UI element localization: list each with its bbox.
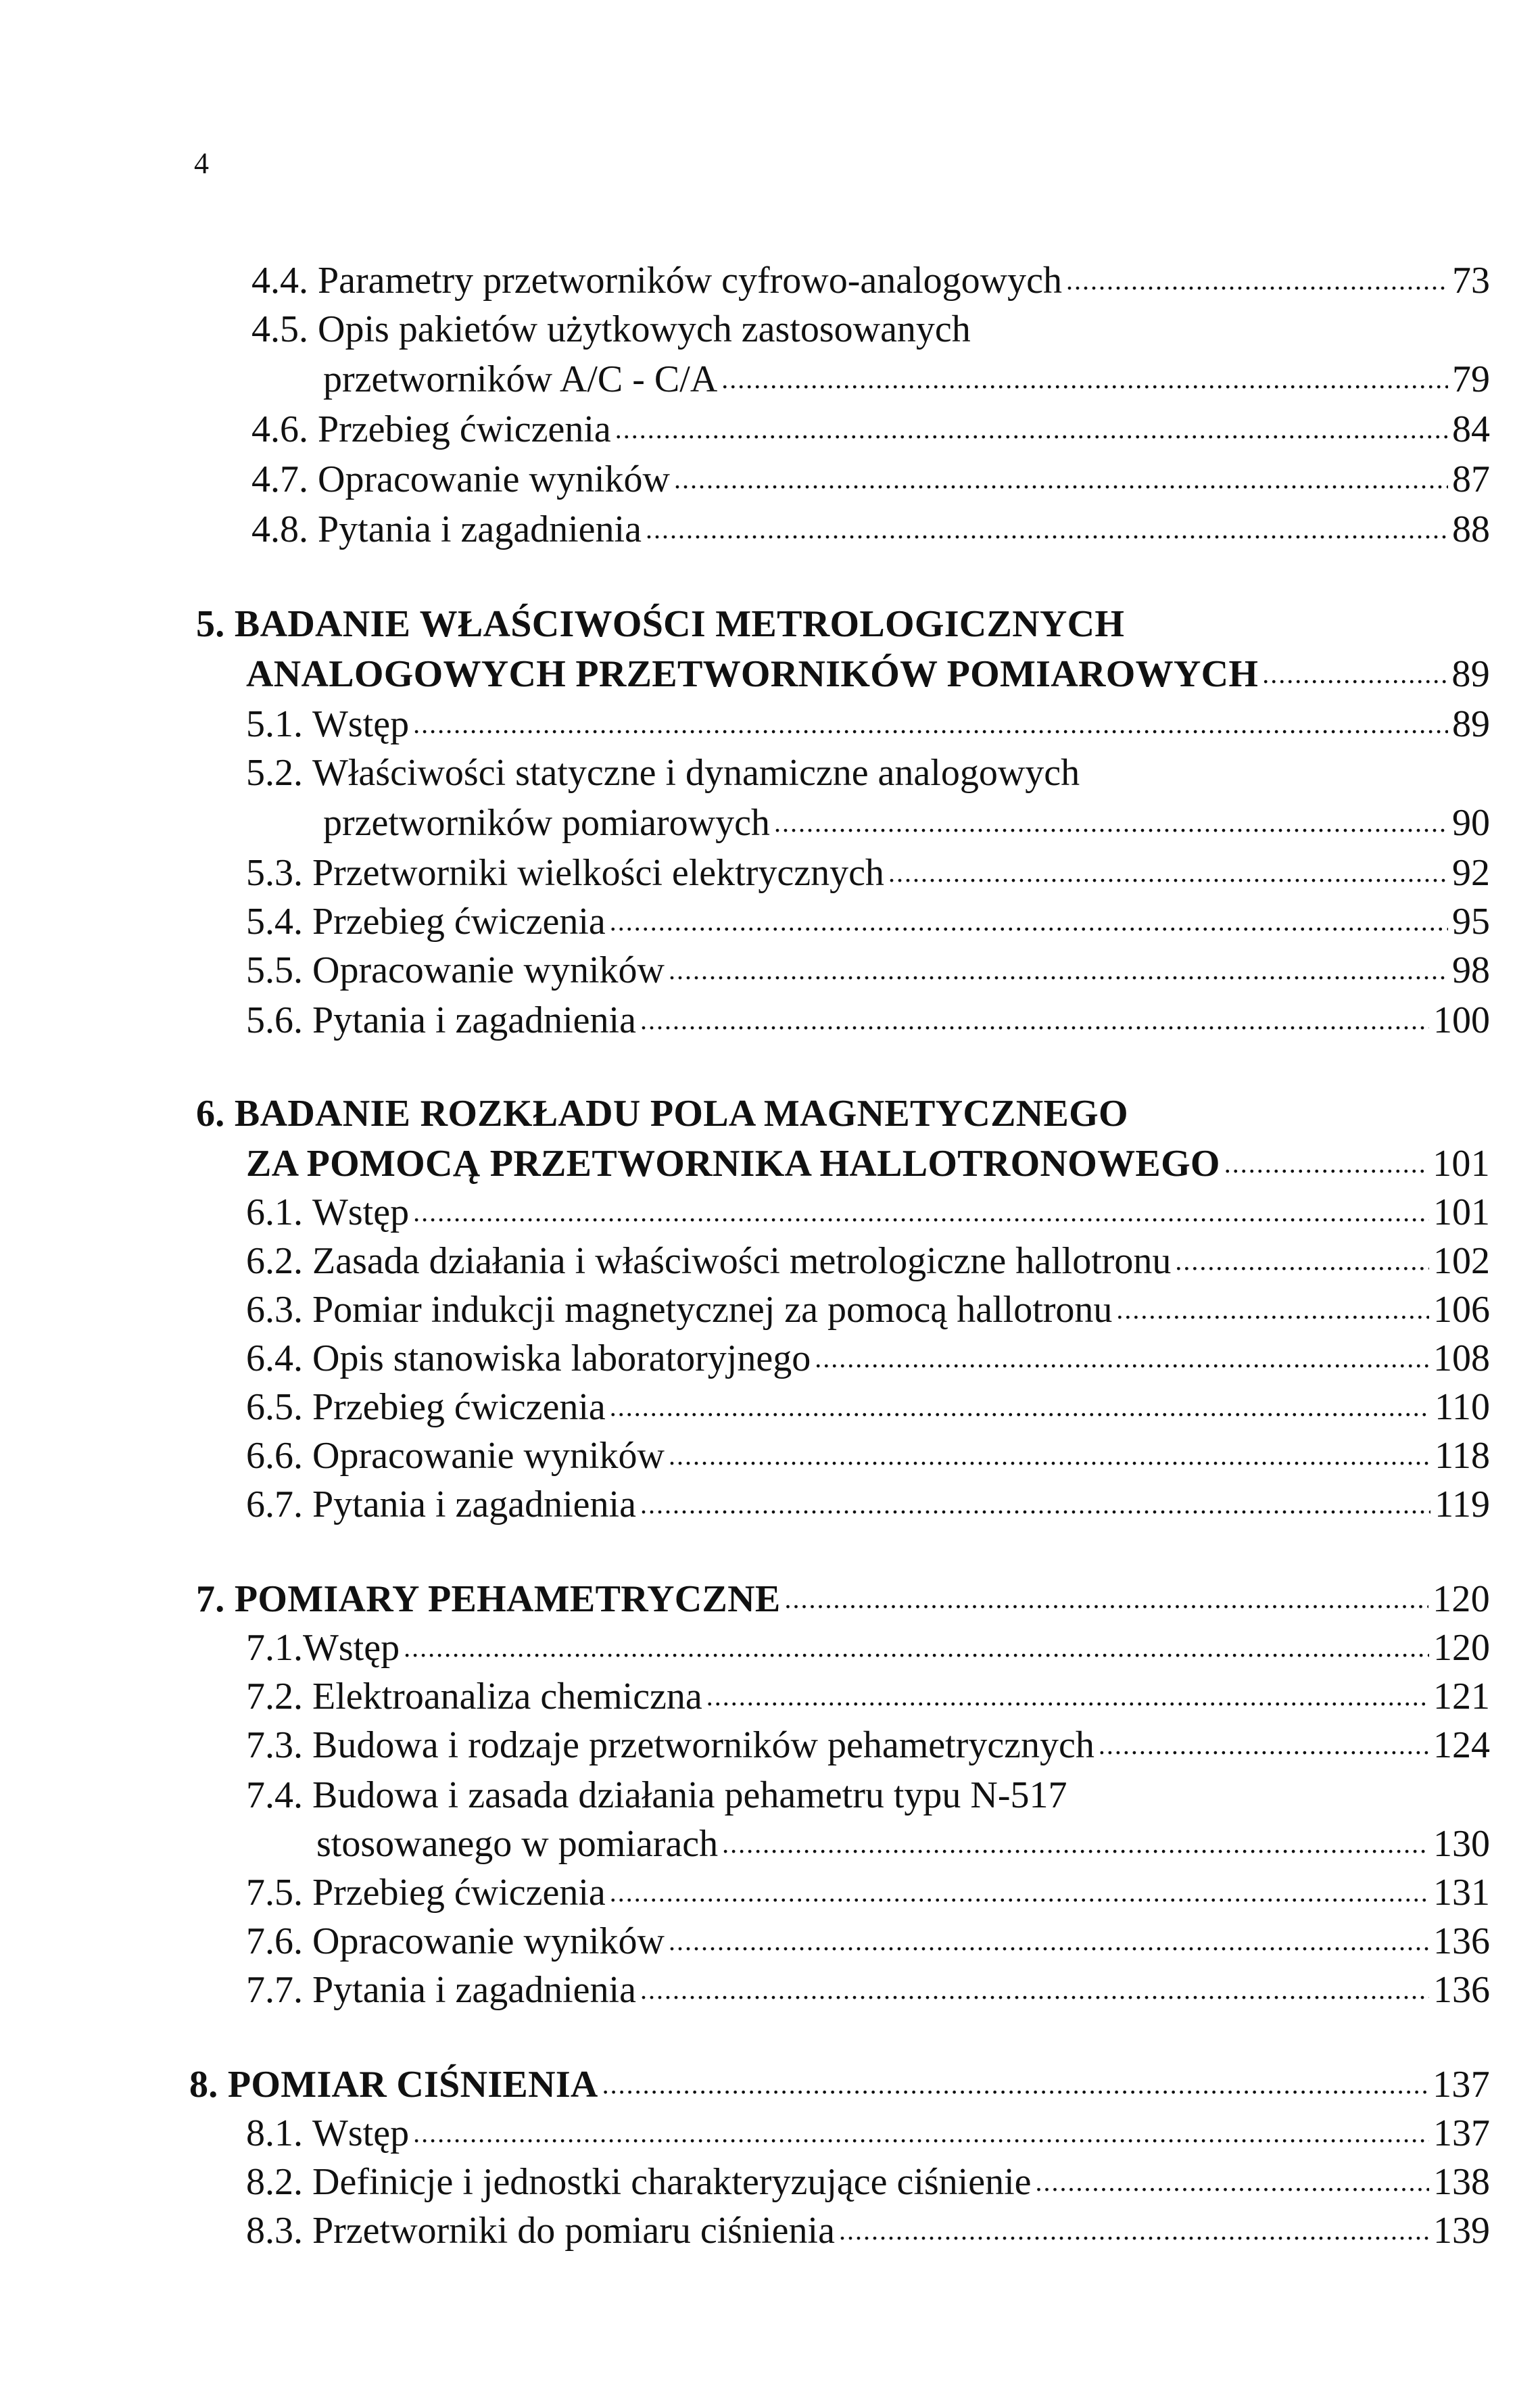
entry-page: 120 <box>1433 1578 1490 1620</box>
entry-number: 4.6. <box>251 408 308 450</box>
entry-title: przetworników A/C - C/A <box>323 358 718 400</box>
entry-page: 136 <box>1433 1969 1490 2011</box>
dot-leader <box>1036 2158 1429 2206</box>
entry-number: 5.3. <box>246 852 303 894</box>
toc-entry-8-2 <box>246 2158 1490 2206</box>
entry-title: Zasada działania i właściwości metrologiczne hallotronu <box>312 1240 1172 1282</box>
chapter-title: POMIARY PEHAMETRYCZNE <box>234 1578 781 1620</box>
toc-entry-7-2 <box>246 1673 1490 1720</box>
toc-entry-7-4 <box>246 1772 1490 1819</box>
entry-number: 7.1. <box>246 1627 303 1669</box>
dot-leader <box>404 1624 1429 1671</box>
chapter-title: ZA POMOCĄ PRZETWORNIKA HALLOTRONOWEGO <box>246 1143 1220 1185</box>
dot-leader <box>1262 650 1447 698</box>
dot-leader <box>888 849 1448 897</box>
entry-title: Opracowanie wyników <box>312 1435 665 1477</box>
entry-number: 8.2. <box>246 2161 303 2203</box>
entry-page: 131 <box>1433 1872 1490 1914</box>
dot-leader <box>615 406 1448 453</box>
entry-title: Opracowanie wyników <box>318 458 670 500</box>
entry-title: Definicje i jednostki charakteryzujące ciśnienie <box>312 2161 1032 2203</box>
dot-leader <box>706 1673 1429 1720</box>
entry-title: Przetworniki wielkości elektrycznych <box>312 852 884 894</box>
dot-leader <box>774 799 1448 847</box>
entry-number: 6.5. <box>246 1386 303 1428</box>
entry-number: 5.6. <box>246 999 303 1041</box>
dot-leader <box>1116 1286 1429 1333</box>
toc-entry-4-7 <box>251 456 1490 503</box>
entry-page: 98 <box>1452 949 1490 991</box>
entry-number: 7.2. <box>246 1676 303 1717</box>
dot-leader <box>669 1918 1429 1965</box>
toc-chapter-5-cont <box>246 650 1490 698</box>
entry-number: 5.2. <box>246 752 303 794</box>
entry-page: 88 <box>1452 508 1490 550</box>
entry-page: 84 <box>1452 408 1490 450</box>
chapter-number: 8. <box>189 2064 218 2106</box>
toc-entry-7-5 <box>246 1869 1490 1916</box>
dot-leader <box>839 2207 1429 2254</box>
toc-entry-7-3 <box>246 1722 1490 1769</box>
entry-title: Pomiar indukcji magnetycznej za pomocą hallotronu <box>312 1289 1113 1331</box>
entry-number: 6.2. <box>246 1240 303 1282</box>
entry-page: 73 <box>1452 260 1490 302</box>
entry-title: Właściwości statyczne i dynamiczne analogowych <box>312 752 1080 794</box>
dot-leader <box>1224 1140 1428 1187</box>
entry-page: 79 <box>1452 358 1490 400</box>
entry-number: 6.6. <box>246 1435 303 1477</box>
entry-title: Opis pakietów użytkowych zastosowanych <box>318 308 971 350</box>
entry-number: 6.7. <box>246 1484 303 1525</box>
dot-leader <box>669 947 1448 994</box>
toc-entry-5-5 <box>246 947 1490 994</box>
dot-leader <box>674 456 1448 503</box>
toc-entry-6-7 <box>246 1481 1490 1528</box>
entry-page: 136 <box>1433 1920 1490 1962</box>
entry-page: 92 <box>1452 852 1490 894</box>
entry-page: 110 <box>1435 1386 1490 1428</box>
entry-page: 130 <box>1433 1823 1490 1865</box>
toc-entry-8-3 <box>246 2207 1490 2254</box>
toc-entry-5-6 <box>246 997 1490 1044</box>
toc-chapter-5 <box>196 600 1490 648</box>
toc-chapter-7 <box>196 1575 1490 1623</box>
entry-title: Pytania i zagadnienia <box>312 999 636 1041</box>
entry-page: 137 <box>1433 2064 1490 2106</box>
entry-title: Budowa i zasada działania pehametru typu N-517 <box>312 1774 1067 1816</box>
dot-leader <box>610 1383 1430 1431</box>
toc-entry-5-1 <box>246 701 1490 748</box>
entry-page: 121 <box>1433 1676 1490 1717</box>
entry-number: 4.8. <box>251 508 308 550</box>
entry-page: 118 <box>1435 1435 1490 1477</box>
toc-entry-6-3 <box>246 1286 1490 1333</box>
entry-title: Opracowanie wyników <box>312 949 665 991</box>
entry-number: 4.5. <box>251 308 308 350</box>
entry-page: 120 <box>1433 1627 1490 1669</box>
entry-page: 95 <box>1452 901 1490 943</box>
entry-title: Pytania i zagadnienia <box>312 1484 636 1525</box>
entry-title: Wstęp <box>312 2112 410 2154</box>
entry-number: 4.4. <box>251 260 308 302</box>
toc-entry-4-4 <box>251 257 1490 304</box>
toc-entry-6-2 <box>246 1237 1490 1285</box>
entry-number: 7.4. <box>246 1774 303 1816</box>
chapter-number: 7. <box>196 1578 225 1620</box>
dot-leader <box>1175 1237 1429 1285</box>
dot-leader <box>640 1481 1430 1528</box>
chapter-title: BADANIE ROZKŁADU POLA MAGNETYCZNEGO <box>234 1093 1128 1135</box>
dot-leader <box>413 2110 1429 2157</box>
entry-number: 8.3. <box>246 2210 303 2252</box>
chapter-number: 5. <box>196 603 225 645</box>
entry-page: 89 <box>1452 703 1490 745</box>
dot-leader <box>1099 1722 1429 1769</box>
toc-entry-5-2 <box>246 749 1490 797</box>
toc-chapter-8 <box>189 2061 1490 2108</box>
entry-title: przetworników pomiarowych <box>323 802 770 844</box>
dot-leader <box>640 1966 1429 2014</box>
toc-entry-7-1 <box>246 1624 1490 1671</box>
dot-leader <box>722 1820 1429 1868</box>
entry-title: Przebieg ćwiczenia <box>318 408 611 450</box>
entry-number: 8.1. <box>246 2112 303 2154</box>
dot-leader <box>669 1432 1430 1479</box>
entry-number: 7.5. <box>246 1872 303 1914</box>
entry-number: 4.7. <box>251 458 308 500</box>
dot-leader <box>610 898 1448 945</box>
toc-entry-7-6 <box>246 1918 1490 1965</box>
toc-entry-6-1 <box>246 1189 1490 1236</box>
entry-title: Elektroanaliza chemiczna <box>312 1676 702 1717</box>
toc-entry-7-4-cont <box>316 1820 1490 1868</box>
chapter-title: POMIAR CIŚNIENIA <box>227 2064 598 2106</box>
entry-number: 5.4. <box>246 901 303 943</box>
entry-page: 119 <box>1435 1484 1490 1525</box>
toc-entry-5-4 <box>246 898 1490 945</box>
dot-leader <box>602 2061 1428 2108</box>
entry-title: stosowanego w pomiarach <box>316 1823 719 1865</box>
entry-page: 137 <box>1433 2112 1490 2154</box>
entry-number: 6.1. <box>246 1191 303 1233</box>
dot-leader <box>815 1335 1429 1382</box>
entry-title: Przebieg ćwiczenia <box>312 1386 606 1428</box>
entry-title: Budowa i rodzaje przetworników pehametrycznych <box>312 1724 1094 1766</box>
chapter-title: BADANIE WŁAŚCIWOŚCI METROLOGICZNYCH <box>234 603 1125 645</box>
entry-page: 124 <box>1433 1724 1490 1766</box>
toc-entry-7-7 <box>246 1966 1490 2014</box>
toc-entry-6-5 <box>246 1383 1490 1431</box>
dot-leader <box>785 1575 1429 1623</box>
toc-entry-4-5-cont <box>323 356 1490 403</box>
entry-number: 5.5. <box>246 949 303 991</box>
entry-page: 87 <box>1452 458 1490 500</box>
entry-page: 138 <box>1433 2161 1490 2203</box>
dot-leader <box>413 1189 1429 1236</box>
chapter-number: 6. <box>196 1093 225 1135</box>
toc-chapter-6-cont <box>246 1140 1490 1187</box>
toc-entry-6-6 <box>246 1432 1490 1479</box>
dot-leader <box>721 356 1448 403</box>
entry-number: 6.4. <box>246 1337 303 1379</box>
entry-title: Pytania i zagadnienia <box>318 508 642 550</box>
chapter-title: ANALOGOWYCH PRZETWORNIKÓW POMIAROWYCH <box>246 653 1259 695</box>
entry-title: Parametry przetworników cyfrowo-analogowych <box>318 260 1062 302</box>
toc-entry-4-6 <box>251 406 1490 453</box>
entry-title: Przetworniki do pomiaru ciśnienia <box>312 2210 835 2252</box>
entry-number: 5.1. <box>246 703 303 745</box>
entry-page: 100 <box>1433 999 1490 1041</box>
dot-leader <box>610 1869 1429 1916</box>
entry-number: 6.3. <box>246 1289 303 1331</box>
entry-page: 101 <box>1433 1191 1490 1233</box>
entry-page: 102 <box>1433 1240 1490 1282</box>
entry-page: 101 <box>1433 1143 1490 1185</box>
entry-title: Wstęp <box>303 1627 400 1669</box>
entry-title: Przebieg ćwiczenia <box>312 901 606 943</box>
entry-number: 7.3. <box>246 1724 303 1766</box>
entry-title: Wstęp <box>312 703 410 745</box>
entry-number: 7.7. <box>246 1969 303 2011</box>
dot-leader <box>640 997 1429 1044</box>
page-number: 4 <box>194 147 209 180</box>
entry-page: 90 <box>1452 802 1490 844</box>
toc-chapter-6 <box>196 1090 1490 1137</box>
entry-title: Wstęp <box>312 1191 410 1233</box>
entry-page: 106 <box>1433 1289 1490 1331</box>
entry-title: Opis stanowiska laboratoryjnego <box>312 1337 811 1379</box>
entry-page: 139 <box>1433 2210 1490 2252</box>
dot-leader <box>413 701 1448 748</box>
toc-entry-8-1 <box>246 2110 1490 2157</box>
toc-entry-6-4 <box>246 1335 1490 1382</box>
toc-entry-4-5 <box>251 306 1490 353</box>
dot-leader <box>646 506 1448 553</box>
entry-title: Przebieg ćwiczenia <box>312 1872 606 1914</box>
entry-number: 7.6. <box>246 1920 303 1962</box>
dot-leader <box>1066 257 1448 304</box>
toc-entry-5-2-cont <box>323 799 1490 847</box>
toc-entry-5-3 <box>246 849 1490 897</box>
entry-page: 108 <box>1433 1337 1490 1379</box>
toc-entry-4-8 <box>251 506 1490 553</box>
entry-page: 89 <box>1451 653 1490 695</box>
entry-title: Opracowanie wyników <box>312 1920 665 1962</box>
entry-title: Pytania i zagadnienia <box>312 1969 636 2011</box>
